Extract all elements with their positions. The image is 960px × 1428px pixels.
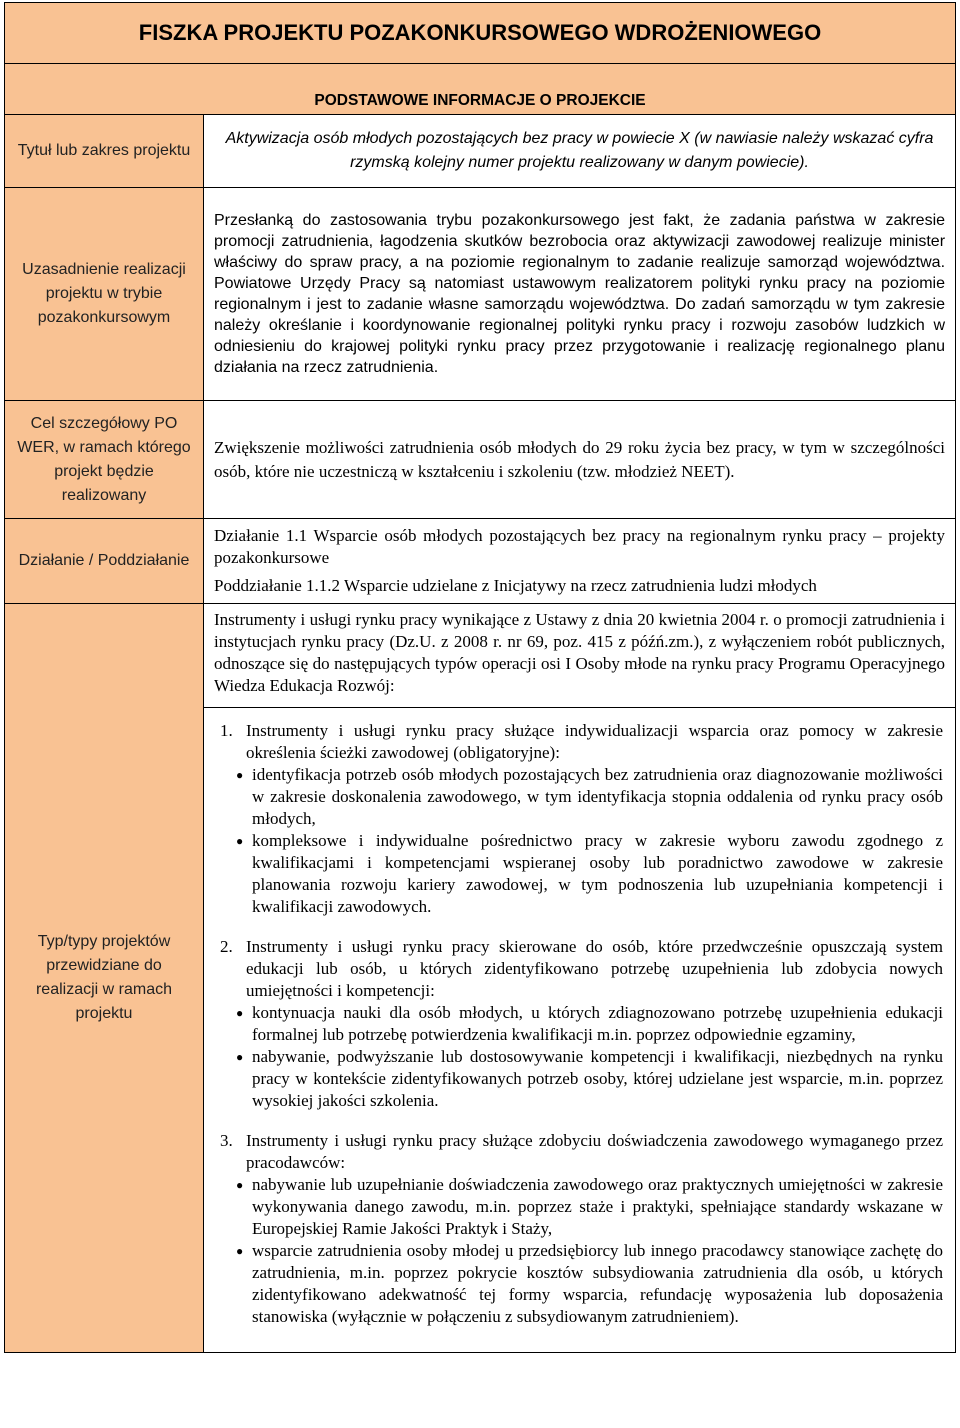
bullet-text: kompleksowe i indywidualne pośrednictwo pracy w zakresie wyboru zawodu zgodnego z kwalifikacjami i kompetencjami wspieranej osoby lub poradnictwo zawodowe w zakresie planowania rozwoju kariery zawodowej, w tym podnoszenia lub uzupełniania kompetencji i kwalifikacji zawodowych. — [252, 831, 944, 916]
document-title: FISZKA PROJEKTU POZAKONKURSOWEGO WDROŻENIOWEGO — [5, 3, 956, 64]
bullet-text: kontynuacja nauki dla osób młodych, u których zdiagnozowano potrzebę uzupełnienia edukacji formalnej lub potrzebę potwierdzenia kwalifikacji m.in. poprzez odpowiednie egzaminy, — [252, 1003, 944, 1044]
bullet-icon: ● — [236, 768, 244, 782]
bullet-item — [236, 1002, 943, 1046]
typ-item-text: Instrumenty i usługi rynku pracy skierowane do osób, które przedwcześnie opuszczają system edukacji lub osób, u których zidentyfikowano potrzebę uzupełnienia lub zdobycia nowych umiejętności i kompetencji: — [246, 937, 944, 1000]
typ-item-1 — [220, 720, 943, 918]
label-cel: Cel szczegółowy PO WER, w ramach którego projekt będzie realizowany — [5, 401, 204, 519]
typ-item-number: 1. — [220, 721, 233, 740]
bullet-text: identyfikacja potrzeb osób młodych pozostających bez zatrudnienia oraz diagnozowanie możliwości w zakresie doskonalenia zawodowego, w tym identyfikacja stopnia oddalenia od rynku pracy osób młodych, — [252, 765, 944, 828]
bullet-icon: ● — [236, 1050, 244, 1064]
typ-items — [204, 708, 955, 1352]
typ-item-heading — [220, 1130, 943, 1174]
bullet-text: wsparcie zatrudnienia osoby młodej u przedsiębiorcy lub innego pracodawcy stanowiące zachętę do zatrudnienia, m.in. poprzez pokrycie kosztów subsydiowania zatrudnienia dla osób, u których zidentyfikowano adekwatność tej formy wsparcia, refundację wyposażenia lub doposażenia stanowiska (wyłącznie w połączeniu z subsydiowanym zatrudnieniem). — [252, 1241, 944, 1326]
typ-item-heading — [220, 936, 943, 1002]
bullet-text: nabywanie, podwyższanie lub dostosowywanie kompetencji i kwalifikacji, niezbędnych na rynku pracy w kontekście zidentyfikowanych potrzeb osoby, której udzielane jest wsparcie, m.in. poprzez wysokiej jakości szkolenia. — [252, 1047, 944, 1110]
bullet-text: nabywanie lub uzupełnianie doświadczenia zawodowego oraz praktycznych umiejętności w zakresie wykonywania danego zawodu, m.in. poprzez staże i praktyki, spełniające standardy wskazane w Europejskiej Ramie Jakości Praktyk i Staży, — [252, 1175, 944, 1238]
value-cel: Zwiększenie możliwości zatrudnienia osób młodych do 29 roku życia bez pracy, w tym w szczególności osób, które nie uczestniczą w kształceniu i szkoleniu (tzw. młodzież NEET). — [204, 401, 956, 519]
value-uzasadnienie: Przesłanką do zastosowania trybu pozakonkursowego jest fakt, że zadania państwa w zakresie promocji zatrudnienia, łagodzenia skutków bezrobocia oraz aktywizacji zawodowej realizuje minister właściwy do spraw pracy, a na poziomie regionalnym to zadanie realizuje samorząd województwa. Powiatowe Urzędy Pracy są natomiast ustawowym realizatorem polityki rynku pracy na poziomie regionalnym i jest to zadanie własne samorządu województwa. Do zadań samorządu w tym zakresie należy określanie i koordynowanie regionalnej polityki rynku pracy i rozwoju zasobów ludzkich w odniesieniu do krajowej polityki rynku pracy przez przygotowanie i realizację regionalnego planu działania na rzecz zatrudnienia. — [204, 188, 956, 401]
label-dzialanie: Działanie / Poddziałanie — [5, 519, 204, 604]
bullet-icon: ● — [236, 834, 244, 848]
label-uzasadnienie: Uzasadnienie realizacji projektu w trybie pozakonkursowym — [5, 188, 204, 401]
label-tytul: Tytuł lub zakres projektu — [5, 115, 204, 188]
label-typ: Typ/typy projektów przewidziane do realizacji w ramach projektu — [5, 604, 204, 1353]
bullet-item — [236, 764, 943, 830]
dzialanie-text: Działanie 1.1 Wsparcie osób młodych pozostających bez pracy na regionalnym rynku pracy – projekty pozakonkursowe — [214, 526, 946, 567]
typ-item-number: 3. — [220, 1131, 233, 1150]
value-typ — [204, 604, 956, 1353]
bullet-item — [236, 1174, 943, 1240]
typ-item-number: 2. — [220, 937, 233, 956]
typ-item-text: Instrumenty i usługi rynku pracy służące indywidualizacji wsparcia oraz pomocy w zakresie określenia ścieżki zawodowej (obligatoryjne): — [246, 721, 944, 762]
bullet-item — [236, 1046, 943, 1112]
section-header: PODSTAWOWE INFORMACJE O PROJEKCIE — [5, 64, 956, 115]
typ-item-text: Instrumenty i usługi rynku pracy służące zdobyciu doświadczenia zawodowego wymaganego przez pracodawców: — [246, 1131, 944, 1172]
project-sheet — [4, 2, 955, 1422]
bullet-icon: ● — [236, 1006, 244, 1020]
value-dzialanie — [204, 519, 956, 604]
bullet-icon: ● — [236, 1178, 244, 1192]
value-tytul: Aktywizacja osób młodych pozostających bez pracy w powiecie X (w nawiasie należy wskazać cyfra rzymską kolejny numer projektu realizowany w danym powiecie). — [204, 115, 956, 188]
typ-item-3 — [220, 1130, 943, 1328]
typ-item-2 — [220, 936, 943, 1112]
bullet-icon: ● — [236, 1244, 244, 1258]
poddzialanie-text: Poddziałanie 1.1.2 Wsparcie udzielane z Inicjatywy na rzecz zatrudnienia ludzi młodych — [214, 576, 817, 595]
bullet-item — [236, 1240, 943, 1328]
typ-item-heading — [220, 720, 943, 764]
typ-intro: Instrumenty i usługi rynku pracy wynikające z Ustawy z dnia 20 kwietnia 2004 r. o promocji zatrudnienia i instytucjach rynku pracy (Dz.U. z 2008 r. nr 69, poz. 415 z późń.zm.), z wyłączeniem robót publicznych, odnoszące się do następujących typów operacji osi I Osoby młode na rynku pracy Programu Operacyjnego Wiedza Edukacja Rozwój: — [204, 604, 955, 708]
bullet-item — [236, 830, 943, 918]
project-info-table — [4, 2, 956, 1353]
